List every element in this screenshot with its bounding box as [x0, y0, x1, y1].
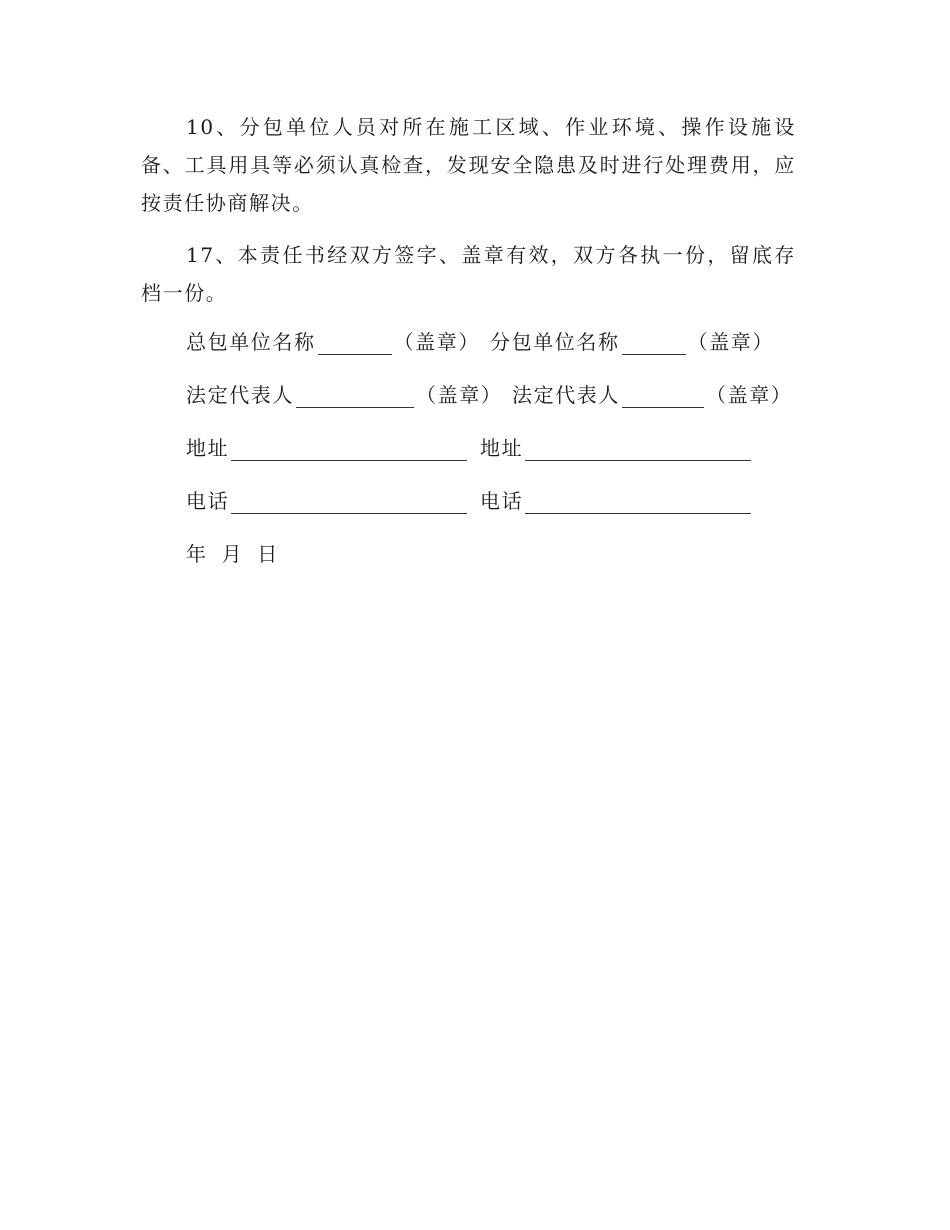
sub-address-field — [480, 432, 753, 461]
general-phone-label: 电话 — [186, 489, 230, 513]
date-row — [186, 538, 279, 568]
sub-phone-label: 电话 — [480, 489, 524, 513]
date-year: 年 — [186, 542, 208, 566]
general-legal-rep-label: 法定代表人 — [186, 383, 294, 407]
general-unit-blank[interactable] — [318, 332, 392, 355]
general-address-blank[interactable] — [231, 438, 467, 461]
sub-legal-rep-blank[interactable] — [622, 385, 704, 408]
sub-legal-rep-stamp-label: （盖章） — [706, 383, 793, 407]
general-legal-rep-stamp-label: （盖章） — [416, 383, 503, 407]
sub-legal-rep-field — [512, 379, 792, 408]
general-phone-blank[interactable] — [231, 491, 467, 514]
general-address-field — [186, 432, 469, 461]
clause-10: 10、分包单位人员对所在施工区域、作业环境、操作设施设备、工具用具等必须认真检查，发现安全隐患及时进行处理费用，应按责任协商解决。 — [141, 115, 796, 215]
sub-legal-rep-label: 法定代表人 — [512, 383, 620, 407]
general-phone-field — [186, 485, 469, 514]
sub-unit-stamp-label: （盖章） — [687, 330, 775, 354]
general-legal-rep-blank[interactable] — [296, 385, 414, 408]
general-address-label: 地址 — [186, 436, 230, 460]
clause-17: 17、本责任书经双方签字、盖章有效，双方各执一份，留底存档一份。 — [141, 243, 796, 305]
sub-address-label: 地址 — [480, 436, 524, 460]
sub-unit-blank[interactable] — [622, 332, 686, 355]
sub-address-blank[interactable] — [525, 438, 751, 461]
date-month: 月 — [221, 542, 244, 566]
subcontractor-field — [490, 326, 774, 355]
sub-unit-label: 分包单位名称 — [490, 330, 620, 354]
sub-phone-blank[interactable] — [525, 491, 751, 514]
sub-phone-field — [480, 485, 753, 514]
general-legal-rep-field — [186, 379, 502, 408]
general-unit-label: 总包单位名称 — [186, 330, 316, 354]
date-day: 日 — [257, 542, 279, 566]
general-unit-stamp-label: （盖章） — [393, 330, 481, 354]
general-contractor-field — [186, 326, 480, 355]
